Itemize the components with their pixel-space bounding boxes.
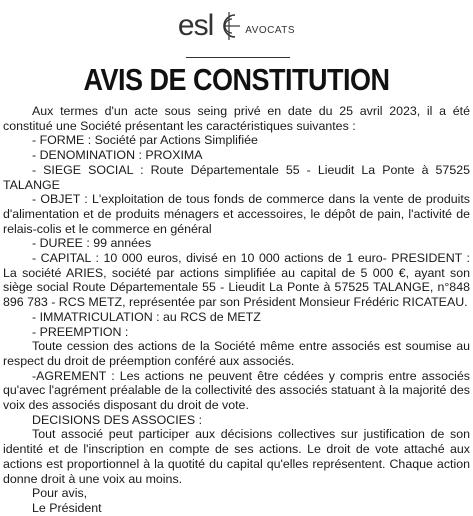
denomination-line: - DENOMINATION : PROXIMA	[32, 148, 203, 163]
firm-logo	[0, 6, 473, 46]
notice-title: AVIS DE CONSTITUTION	[83, 63, 390, 97]
agrement-paragraph: -AGREMENT : Les actions ne peuvent être cédées y compris entre associés qu'avec l'agrément préalable de la collectivité des associés statuant à la majorité des voix des associés disposant du droit de vote.	[3, 368, 470, 413]
logo-suffix-text: AVOCATS	[245, 24, 296, 36]
signature-line: Le Président	[32, 500, 102, 515]
decisions-heading: DECISIONS DES ASSOCIES :	[32, 412, 203, 427]
pour-avis-line: Pour avis,	[32, 486, 88, 501]
duree-line: - DUREE : 99 années	[32, 236, 152, 251]
siege-social-line: - SIEGE SOCIAL : Route Départementale 55 - Lieudit La Ponte à 57525 TALANGE	[3, 162, 470, 192]
forme-line: - FORME : Société par Actions Simplifiée	[32, 133, 258, 148]
notice-body	[3, 104, 470, 516]
intro-paragraph: Aux termes d'un acte sous seing privé en date du 25 avril 2023, il a été constitué une Société présentant les caractéristiques suivantes :	[3, 104, 470, 133]
capital-president-paragraph: - CAPITAL : 10 000 euros, divisé en 10 000 actions de 1 euro- PRESIDENT : La société ARIES, société par actions simplifiée au capital de 5 000 €, ayant son siège social Route Départementale 55 - Lieudit La Ponte à 57525 TALANGE, n°848 896 783 - RCS METZ, représentée par son Président Monsieur Frédéric RICATEAU.	[3, 251, 470, 310]
logo-emblem-icon	[216, 9, 242, 43]
logo-brand-text: esl	[177, 9, 214, 42]
objet-paragraph: - OBJET : L'exploitation de tous fonds de commerce dans la vente de produits d'alimentation et de produits ménagers et accessoires, le dépôt de pain, l'activité de relais-colis et le commerce en général	[3, 192, 470, 236]
preemption-paragraph: Toute cession des actions de la Société même entre associés est soumise au respect du droit de préemption conféré aux associés.	[3, 339, 470, 368]
immatriculation-line: - IMMATRICULATION : au RCS de METZ	[32, 309, 261, 324]
preemption-heading: - PREEMPTION :	[32, 324, 129, 339]
decisions-paragraph: Tout associé peut participer aux décisions collectives sur justification de son identité et de l'inscription en compte de ses actions. Le droit de vote attaché aux actions est proportionnel à la quotité du capital qu'elles représentent. Chaque action donne droit à une voix au moins.	[3, 427, 470, 486]
logo-divider	[186, 57, 290, 58]
